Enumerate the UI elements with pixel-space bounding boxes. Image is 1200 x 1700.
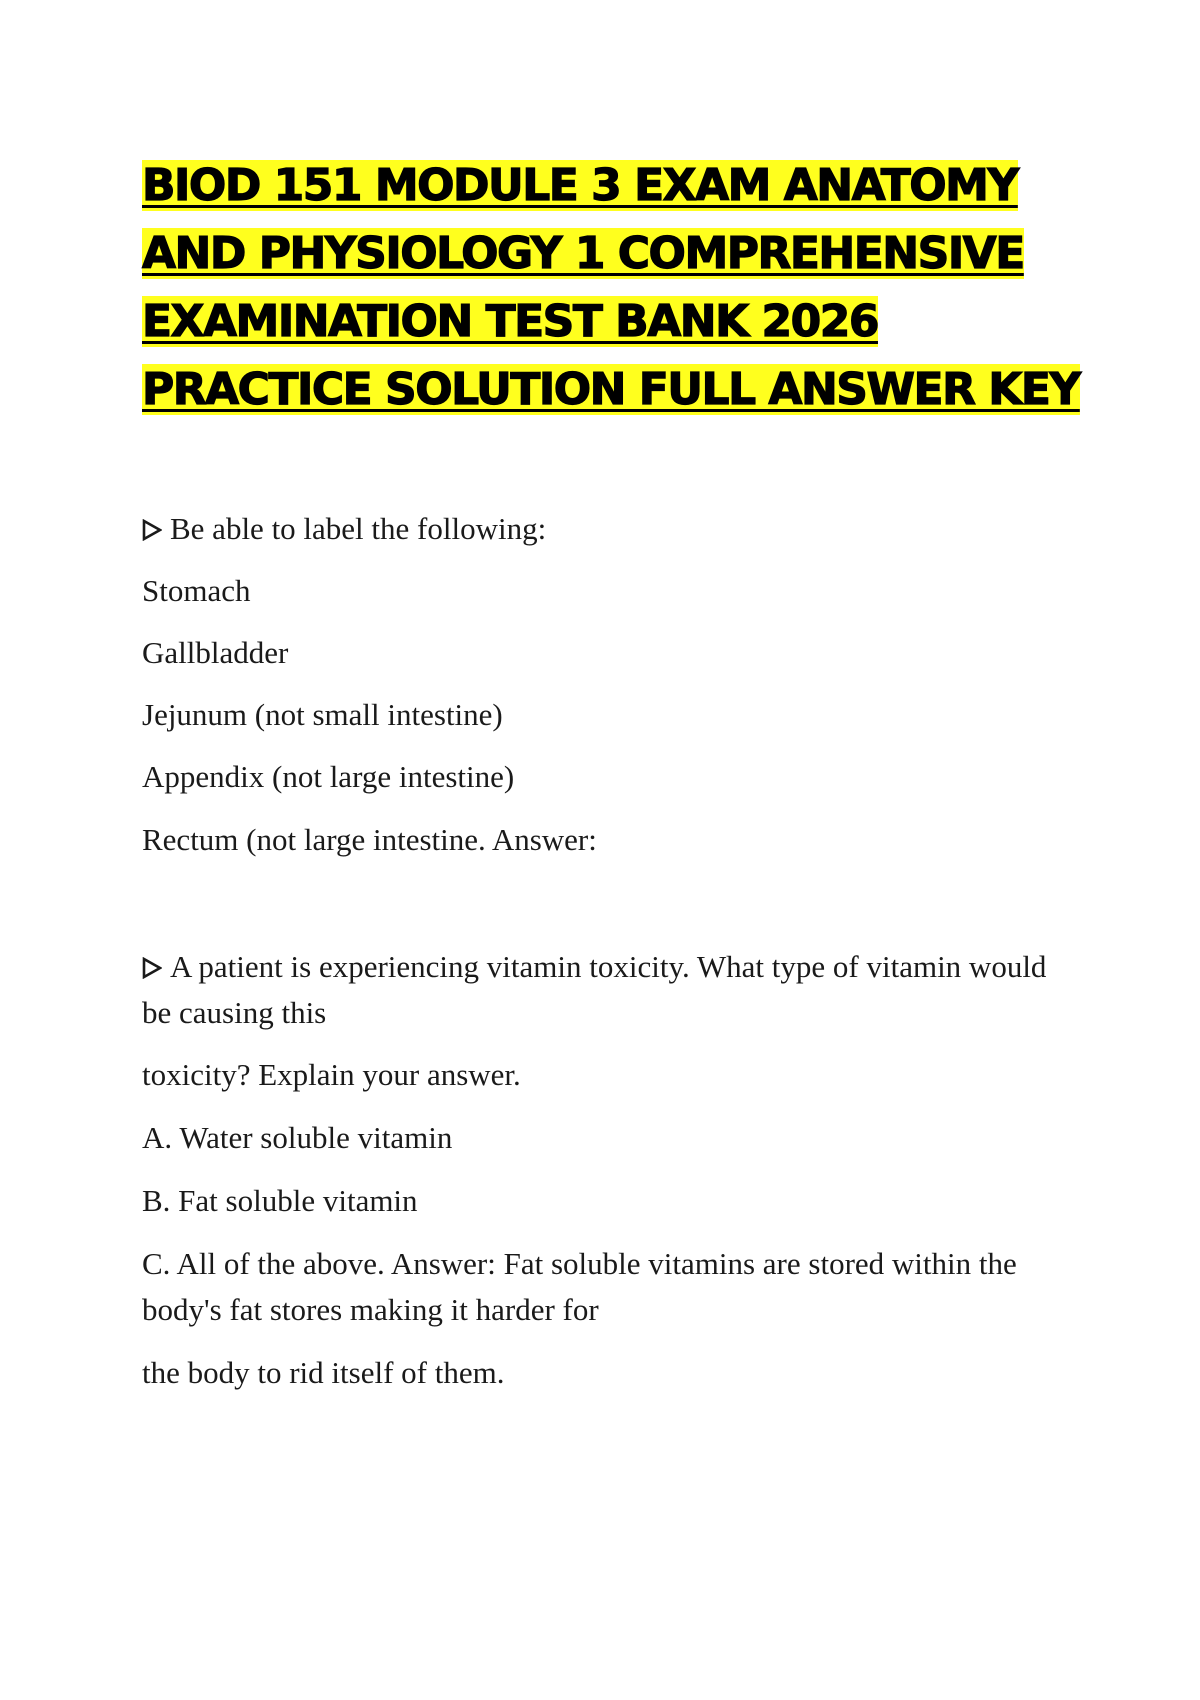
outlined-triangle-right-icon bbox=[142, 944, 170, 990]
label-item: Jejunum (not small intestine) bbox=[142, 697, 503, 732]
question-1-text: Be able to label the following: bbox=[170, 511, 547, 546]
answer-option: C. All of the above. Answer: Fat soluble vitamins are stored within the body's fat stores making it harder for bbox=[142, 1246, 1017, 1327]
answer-option: B. Fat soluble vitamin bbox=[142, 1183, 418, 1218]
question-2-prompt-continued: toxicity? Explain your answer. bbox=[142, 1057, 521, 1092]
question-2-prompt bbox=[142, 944, 1082, 1036]
label-item: Stomach bbox=[142, 573, 251, 608]
answer-option: A. Water soluble vitamin bbox=[142, 1120, 453, 1155]
question-1-prompt bbox=[142, 506, 1082, 552]
outlined-triangle-right-icon bbox=[142, 506, 170, 552]
answer-explanation-continued: the body to rid itself of them. bbox=[142, 1355, 505, 1390]
label-item: Gallbladder bbox=[142, 635, 289, 670]
title-highlight: BIOD 151 MODULE 3 EXAM ANATOMY AND PHYSIOLOGY 1 COMPREHENSIVE EXAMINATION TEST BANK 2026 PRACTICE SOLUTION FULL ANSWER KEY bbox=[142, 160, 1080, 415]
document-title bbox=[142, 152, 1082, 424]
label-item: Rectum (not large intestine. Answer: bbox=[142, 822, 597, 857]
label-item: Appendix (not large intestine) bbox=[142, 759, 515, 794]
question-2-text: A patient is experiencing vitamin toxicity. What type of vitamin would be causing this bbox=[142, 949, 1047, 1030]
